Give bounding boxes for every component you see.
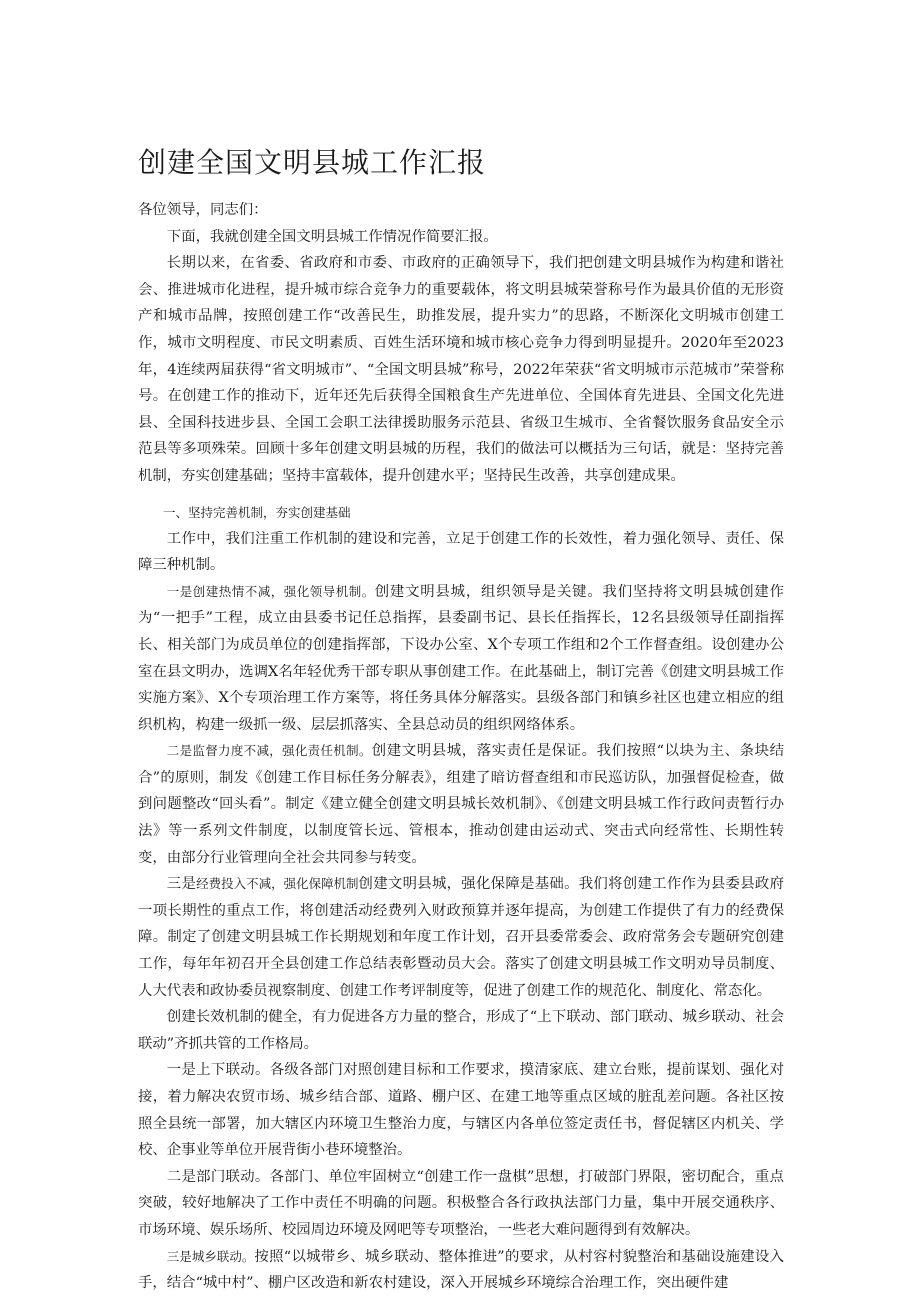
urban-rural-linkage-paragraph xyxy=(138,1244,784,1297)
section-1-intro: 工作中，我们注重工作机制的建设和完善，立足于创建工作的长效性，着力强化领导、责任、保障三种机制。 xyxy=(138,530,784,574)
document-title: 创建全国文明县城工作汇报 xyxy=(138,146,487,179)
department-linkage-paragraph: 二是部门联动。各部门、单位牢固树立“创建工作一盘棋”思想，打破部门界限，密切配合，重点突破，较好地解决了工作中责任不明确的问题。积极整合各行政执法部门力量，集中开展交通秩序、市场环境、娱乐场所、校园周边环境及网吧等专项整治，一些老大难问题得到有效解决。 xyxy=(138,1168,784,1238)
greeting: 各位领导，同志们： xyxy=(138,202,268,218)
joint-work-paragraph: 创建长效机制的健全，有力促进各方力量的整合，形成了“上下联动、部门联动、城乡联动、社会联动”齐抓共管的工作格局。 xyxy=(138,1009,784,1052)
document-page xyxy=(138,143,784,1297)
paragraph-body: 创建文明县城，强化保障是基础。我们将创建工作作为县委县政府一项长期性的重点工作，将创建活动经费列入财政预算并逐年提高，为创建工作提供了有力的经费保障。制定了创建文明县城工作长期规划和年度工作计划，召开县委常委会、政府常务会专题研究创建工作，每年年初召开全县创建工作总结表彰暨动员大会。落实了创建文明县城工作文明劝导员制度、人大代表和政协委员视察制度、创建工作考评制度等，促进了创建工作的规范化、制度化、常态化。 xyxy=(138,876,784,999)
guarantee-mechanism-paragraph xyxy=(138,871,784,1004)
vertical-linkage-paragraph: 一是上下联动。各级各部门对照创建目标和工作要求，摸清家底、建立台账，提前谋划、强化对接，着力解决农贸市场、城乡结合部、道路、棚户区、在建工地等重点区域的脏乱差问题。各社区按照全县统一部署，加大辖区内环境卫生整治力度，与辖区内各单位签定责任书，督促辖区内机关、学校、企事业等单位开展背街小巷环境整治。 xyxy=(138,1062,784,1159)
section-1-heading: 一、坚持完善机制，夯实创建基础 xyxy=(163,504,351,520)
paragraph-body: 按照“以城带乡、城乡联动、整体推进”的要求，从村容村貌整治和基础设施建设入手，结合“城中村”、棚户区改造和新农村建设，深入开展城乡环境综合治理工作，突出硬件建 xyxy=(138,1248,785,1292)
paragraph-prefix: 三是 xyxy=(166,876,197,893)
leadership-mechanism-paragraph xyxy=(138,579,784,739)
paragraph-lead: 经费投入不减，强化保障机制 xyxy=(196,876,359,892)
overview-paragraph: 长期以来，在省委、省政府和市委、市政府的正确领导下，我们把创建文明县城作为构建和谐社会、推进城市化进程，提升城市综合竞争力的重要载体，将文明县城荣誉称号作为最具价值的无形资产和城市品牌，按照创建工作“改善民生，助推发展，提升实力”的思路，不断深化文明城市创建工作，城市文明程度、市民文明素质、百姓生活环境和城市核心竞争力得到明显提升。2020年至2023年，4连续两届获得“省文明城市”、“全国文明县城”称号，2022年荣获“省文明城市示范城市”荣誉称号。在创建工作的推动下，近年还先后获得全国粮食生产先进单位、全国体育先进县、全国文化先进县、全国科技进步县、全国工会职工法律援助服务示范县、省级卫生城市、全省餐饮服务食品安全示范县等多项殊荣。回顾十多年创建文明县城的历程，我们的做法可以概括为三句话，就是：坚持完善机制，夯实创建基础；坚持丰富载体，提升创建水平；坚持民生改善，共享创建成果。 xyxy=(138,255,784,484)
intro-paragraph: 下面，我就创建全国文明县城工作情况作简要汇报。 xyxy=(166,228,498,245)
paragraph-body: 创建文明县城，落实责任是保证。我们按照“以块为主、条块结合”的原则，制发《创建工作目标任务分解表》，组建了暗访督查组和市民巡访队，加强督促检查，做到问题整改“回头看”。制定《建立健全创建文明县城长效机制》、《创建文明县城工作行政问责暂行办法》等一系列文件制度，以制度管长远、管根本，推动创建由运动式、突击式向经常性、长期性转变，由部分行业管理向全社会共同参与转变。 xyxy=(138,743,785,866)
paragraph-lead: 二是监督力度不减，强化责任机制。 xyxy=(166,743,372,759)
responsibility-mechanism-paragraph xyxy=(138,738,784,871)
paragraph-lead: 三是城乡联动。 xyxy=(166,1248,255,1264)
paragraph-body: 创建文明县城，组织领导是关键。我们坚持将文明县城创建作为“一把手”工程，成立由县委书记任总指挥，县委副书记、县长任指挥长，12名县级领导任副指挥长、相关部门为成员单位的创建指挥部，下设办公室、X个专项工作组和2个工作督查组。设创建办公室在县文明办，选调X名年轻优秀干部专职从事创建工作。在此基础上，制订完善《创建文明县城工作实施方案》、X个专项治理工作方案等，将任务具体分解落实。县级各部门和镇乡社区也建立相应的组织机构，构建一级抓一级、层层抓落实、全县总动员的组织网络体系。 xyxy=(138,583,784,733)
paragraph-lead: 一是创建热情不减，强化领导机制。 xyxy=(166,583,375,599)
